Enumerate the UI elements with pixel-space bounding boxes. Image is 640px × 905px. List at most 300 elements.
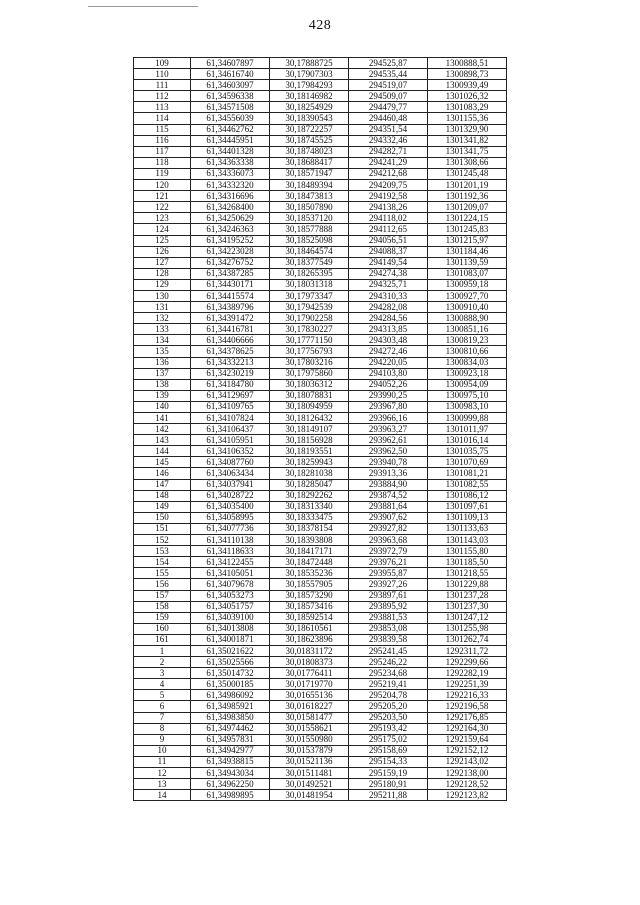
y-coordinate-cell: 1301070,69 — [428, 457, 507, 468]
table-row — [134, 468, 507, 479]
y-coordinate-cell: 1300959,18 — [428, 279, 507, 290]
latitude-cell: 61,34363338 — [191, 157, 270, 168]
latitude-cell: 61,34989895 — [191, 790, 270, 801]
table-row — [134, 512, 507, 523]
latitude-cell: 61,34223028 — [191, 246, 270, 257]
table-row — [134, 268, 507, 279]
y-coordinate-cell: 1300819,23 — [428, 335, 507, 346]
point-number-cell: 137 — [134, 368, 191, 379]
point-number-cell: 140 — [134, 401, 191, 412]
longitude-cell: 30,17973347 — [270, 290, 349, 301]
point-number-cell: 160 — [134, 623, 191, 634]
latitude-cell: 61,34332213 — [191, 357, 270, 368]
point-number-cell: 149 — [134, 501, 191, 512]
point-number-cell: 110 — [134, 69, 191, 80]
latitude-cell: 61,34985921 — [191, 701, 270, 712]
y-coordinate-cell: 1301262,74 — [428, 634, 507, 645]
point-number-cell: 122 — [134, 202, 191, 213]
latitude-cell: 61,34001871 — [191, 634, 270, 645]
x-coordinate-cell: 293895,92 — [349, 601, 428, 612]
table-row — [134, 91, 507, 102]
table-row — [134, 645, 507, 656]
y-coordinate-cell: 1301097,61 — [428, 501, 507, 512]
point-number-cell: 1 — [134, 645, 191, 656]
x-coordinate-cell: 294149,54 — [349, 257, 428, 268]
table-row — [134, 379, 507, 390]
y-coordinate-cell: 1301139,59 — [428, 257, 507, 268]
y-coordinate-cell: 1292196,58 — [428, 701, 507, 712]
y-coordinate-cell: 1301215,97 — [428, 235, 507, 246]
longitude-cell: 30,18571947 — [270, 168, 349, 179]
y-coordinate-cell: 1301247,12 — [428, 612, 507, 623]
y-coordinate-cell: 1292311,72 — [428, 645, 507, 656]
point-number-cell: 148 — [134, 490, 191, 501]
table-row — [134, 213, 507, 224]
latitude-cell: 61,34246363 — [191, 224, 270, 235]
point-number-cell: 8 — [134, 723, 191, 734]
point-number-cell: 125 — [134, 235, 191, 246]
point-number-cell: 155 — [134, 568, 191, 579]
latitude-cell: 61,34079678 — [191, 579, 270, 590]
table-row — [134, 168, 507, 179]
latitude-cell: 61,34387285 — [191, 268, 270, 279]
x-coordinate-cell: 294282,08 — [349, 302, 428, 313]
longitude-cell: 30,18525098 — [270, 235, 349, 246]
table-row — [134, 557, 507, 568]
table-row — [134, 390, 507, 401]
point-number-cell: 130 — [134, 290, 191, 301]
longitude-cell: 30,01521136 — [270, 756, 349, 767]
latitude-cell: 61,35000185 — [191, 679, 270, 690]
y-coordinate-cell: 1301011,97 — [428, 424, 507, 435]
x-coordinate-cell: 293967,80 — [349, 401, 428, 412]
latitude-cell: 61,34983850 — [191, 712, 270, 723]
x-coordinate-cell: 294272,46 — [349, 346, 428, 357]
x-coordinate-cell: 295241,45 — [349, 645, 428, 656]
point-number-cell: 153 — [134, 546, 191, 557]
longitude-cell: 30,17803216 — [270, 357, 349, 368]
point-number-cell: 124 — [134, 224, 191, 235]
table-row — [134, 523, 507, 534]
x-coordinate-cell: 294220,05 — [349, 357, 428, 368]
latitude-cell: 61,34051757 — [191, 601, 270, 612]
point-number-cell: 121 — [134, 191, 191, 202]
longitude-cell: 30,18507890 — [270, 202, 349, 213]
point-number-cell: 157 — [134, 590, 191, 601]
latitude-cell: 61,34406666 — [191, 335, 270, 346]
x-coordinate-cell: 293884,90 — [349, 479, 428, 490]
table-row — [134, 435, 507, 446]
latitude-cell: 61,34391472 — [191, 313, 270, 324]
longitude-cell: 30,01550980 — [270, 734, 349, 745]
table-row — [134, 712, 507, 723]
table-row — [134, 679, 507, 690]
y-coordinate-cell: 1300975,10 — [428, 390, 507, 401]
x-coordinate-cell: 293976,21 — [349, 557, 428, 568]
latitude-cell: 61,34957831 — [191, 734, 270, 745]
x-coordinate-cell: 295154,33 — [349, 756, 428, 767]
x-coordinate-cell: 294284,56 — [349, 313, 428, 324]
y-coordinate-cell: 1292138,00 — [428, 768, 507, 779]
longitude-cell: 30,18281038 — [270, 468, 349, 479]
latitude-cell: 61,34336073 — [191, 168, 270, 179]
longitude-cell: 30,18265395 — [270, 268, 349, 279]
point-number-cell: 132 — [134, 313, 191, 324]
longitude-cell: 30,18292262 — [270, 490, 349, 501]
latitude-cell: 61,34250629 — [191, 213, 270, 224]
table-row — [134, 357, 507, 368]
point-number-cell: 115 — [134, 124, 191, 135]
longitude-cell: 30,18623896 — [270, 634, 349, 645]
point-number-cell: 13 — [134, 779, 191, 790]
y-coordinate-cell: 1301081,21 — [428, 468, 507, 479]
longitude-cell: 30,18610561 — [270, 623, 349, 634]
x-coordinate-cell: 293913,36 — [349, 468, 428, 479]
x-coordinate-cell: 295234,68 — [349, 668, 428, 679]
point-number-cell: 128 — [134, 268, 191, 279]
point-number-cell: 11 — [134, 756, 191, 767]
longitude-cell: 30,18193551 — [270, 446, 349, 457]
table-row — [134, 756, 507, 767]
latitude-cell: 61,34107824 — [191, 413, 270, 424]
point-number-cell: 14 — [134, 790, 191, 801]
table-row — [134, 80, 507, 91]
point-number-cell: 120 — [134, 180, 191, 191]
point-number-cell: 7 — [134, 712, 191, 723]
table-row — [134, 135, 507, 146]
point-number-cell: 127 — [134, 257, 191, 268]
longitude-cell: 30,01492521 — [270, 779, 349, 790]
point-number-cell: 123 — [134, 213, 191, 224]
latitude-cell: 61,34122455 — [191, 557, 270, 568]
x-coordinate-cell: 293897,61 — [349, 590, 428, 601]
point-number-cell: 113 — [134, 102, 191, 113]
point-number-cell: 10 — [134, 745, 191, 756]
table-row — [134, 701, 507, 712]
longitude-cell: 30,18333475 — [270, 512, 349, 523]
x-coordinate-cell: 294535,44 — [349, 69, 428, 80]
x-coordinate-cell: 294112,65 — [349, 224, 428, 235]
latitude-cell: 61,34035400 — [191, 501, 270, 512]
table-row — [134, 224, 507, 235]
longitude-cell: 30,01537879 — [270, 745, 349, 756]
y-coordinate-cell: 1300927,70 — [428, 290, 507, 301]
point-number-cell: 146 — [134, 468, 191, 479]
latitude-cell: 61,34087760 — [191, 457, 270, 468]
latitude-cell: 61,34105951 — [191, 435, 270, 446]
x-coordinate-cell: 294525,87 — [349, 58, 428, 69]
longitude-cell: 30,17902258 — [270, 313, 349, 324]
x-coordinate-cell: 295219,41 — [349, 679, 428, 690]
latitude-cell: 61,34077736 — [191, 523, 270, 534]
y-coordinate-cell: 1301229,88 — [428, 579, 507, 590]
latitude-cell: 61,34332320 — [191, 180, 270, 191]
table-row — [134, 446, 507, 457]
longitude-cell: 30,18393808 — [270, 535, 349, 546]
y-coordinate-cell: 1300939,49 — [428, 80, 507, 91]
point-number-cell: 111 — [134, 80, 191, 91]
y-coordinate-cell: 1292123,82 — [428, 790, 507, 801]
table-row — [134, 58, 507, 69]
latitude-cell: 61,34571508 — [191, 102, 270, 113]
latitude-cell: 61,35021622 — [191, 645, 270, 656]
x-coordinate-cell: 294479,77 — [349, 102, 428, 113]
latitude-cell: 61,34106437 — [191, 424, 270, 435]
table-row — [134, 479, 507, 490]
y-coordinate-cell: 1300834,03 — [428, 357, 507, 368]
x-coordinate-cell: 295203,50 — [349, 712, 428, 723]
table-row — [134, 568, 507, 579]
longitude-cell: 30,17984293 — [270, 80, 349, 91]
latitude-cell: 61,34106352 — [191, 446, 270, 457]
y-coordinate-cell: 1301143,03 — [428, 535, 507, 546]
longitude-cell: 30,01558621 — [270, 723, 349, 734]
x-coordinate-cell: 295180,91 — [349, 779, 428, 790]
point-number-cell: 114 — [134, 113, 191, 124]
point-number-cell: 141 — [134, 413, 191, 424]
y-coordinate-cell: 1300898,73 — [428, 69, 507, 80]
longitude-cell: 30,18259943 — [270, 457, 349, 468]
table-row — [134, 346, 507, 357]
y-coordinate-cell: 1301341,82 — [428, 135, 507, 146]
point-number-cell: 152 — [134, 535, 191, 546]
latitude-cell: 61,34230219 — [191, 368, 270, 379]
latitude-cell: 61,34943034 — [191, 768, 270, 779]
table-row — [134, 657, 507, 668]
x-coordinate-cell: 293963,27 — [349, 424, 428, 435]
y-coordinate-cell: 1301109,13 — [428, 512, 507, 523]
latitude-cell: 61,34028722 — [191, 490, 270, 501]
x-coordinate-cell: 293881,64 — [349, 501, 428, 512]
latitude-cell: 61,34039100 — [191, 612, 270, 623]
x-coordinate-cell: 294310,33 — [349, 290, 428, 301]
longitude-cell: 30,01776411 — [270, 668, 349, 679]
x-coordinate-cell: 293907,62 — [349, 512, 428, 523]
y-coordinate-cell: 1292216,33 — [428, 690, 507, 701]
x-coordinate-cell: 294088,37 — [349, 246, 428, 257]
y-coordinate-cell: 1301083,07 — [428, 268, 507, 279]
table-row — [134, 623, 507, 634]
latitude-cell: 61,34109765 — [191, 401, 270, 412]
longitude-cell: 30,18722257 — [270, 124, 349, 135]
latitude-cell: 61,34129697 — [191, 390, 270, 401]
latitude-cell: 61,35014732 — [191, 668, 270, 679]
longitude-cell: 30,01511481 — [270, 768, 349, 779]
table-row — [134, 690, 507, 701]
x-coordinate-cell: 294509,07 — [349, 91, 428, 102]
x-coordinate-cell: 294138,26 — [349, 202, 428, 213]
y-coordinate-cell: 1292282,19 — [428, 668, 507, 679]
x-coordinate-cell: 294118,02 — [349, 213, 428, 224]
latitude-cell: 61,34616740 — [191, 69, 270, 80]
y-coordinate-cell: 1301245,83 — [428, 224, 507, 235]
longitude-cell: 30,18313340 — [270, 501, 349, 512]
longitude-cell: 30,18126432 — [270, 413, 349, 424]
point-number-cell: 12 — [134, 768, 191, 779]
latitude-cell: 61,34389796 — [191, 302, 270, 313]
table-row — [134, 302, 507, 313]
x-coordinate-cell: 293972,79 — [349, 546, 428, 557]
longitude-cell: 30,18573416 — [270, 601, 349, 612]
x-coordinate-cell: 294212,68 — [349, 168, 428, 179]
longitude-cell: 30,01831172 — [270, 645, 349, 656]
y-coordinate-cell: 1300983,10 — [428, 401, 507, 412]
x-coordinate-cell: 293990,25 — [349, 390, 428, 401]
table-row — [134, 734, 507, 745]
longitude-cell: 30,18537120 — [270, 213, 349, 224]
y-coordinate-cell: 1301184,46 — [428, 246, 507, 257]
x-coordinate-cell: 293839,58 — [349, 634, 428, 645]
x-coordinate-cell: 294103,80 — [349, 368, 428, 379]
point-number-cell: 126 — [134, 246, 191, 257]
latitude-cell: 61,34415574 — [191, 290, 270, 301]
table-row — [134, 324, 507, 335]
scan-artifact-line — [88, 6, 198, 7]
latitude-cell: 61,34962250 — [191, 779, 270, 790]
longitude-cell: 30,18577888 — [270, 224, 349, 235]
table-row — [134, 501, 507, 512]
point-number-cell: 2 — [134, 657, 191, 668]
y-coordinate-cell: 1300954,09 — [428, 379, 507, 390]
point-number-cell: 139 — [134, 390, 191, 401]
coordinates-table — [133, 57, 507, 801]
longitude-cell: 30,01655136 — [270, 690, 349, 701]
latitude-cell: 61,34378625 — [191, 346, 270, 357]
x-coordinate-cell: 294241,29 — [349, 157, 428, 168]
y-coordinate-cell: 1300910,40 — [428, 302, 507, 313]
longitude-cell: 30,18464574 — [270, 246, 349, 257]
point-number-cell: 158 — [134, 601, 191, 612]
latitude-cell: 61,34316696 — [191, 191, 270, 202]
y-coordinate-cell: 1301308,66 — [428, 157, 507, 168]
x-coordinate-cell: 294313,85 — [349, 324, 428, 335]
longitude-cell: 30,17907303 — [270, 69, 349, 80]
x-coordinate-cell: 295158,69 — [349, 745, 428, 756]
longitude-cell: 30,18473813 — [270, 191, 349, 202]
x-coordinate-cell: 294325,71 — [349, 279, 428, 290]
x-coordinate-cell: 293963,68 — [349, 535, 428, 546]
longitude-cell: 30,18745525 — [270, 135, 349, 146]
latitude-cell: 61,34184780 — [191, 379, 270, 390]
y-coordinate-cell: 1301026,32 — [428, 91, 507, 102]
y-coordinate-cell: 1301016,14 — [428, 435, 507, 446]
point-number-cell: 145 — [134, 457, 191, 468]
x-coordinate-cell: 294056,51 — [349, 235, 428, 246]
point-number-cell: 138 — [134, 379, 191, 390]
table-row — [134, 590, 507, 601]
longitude-cell: 30,18573290 — [270, 590, 349, 601]
x-coordinate-cell: 295246,22 — [349, 657, 428, 668]
longitude-cell: 30,18390543 — [270, 113, 349, 124]
point-number-cell: 134 — [134, 335, 191, 346]
table-row — [134, 124, 507, 135]
table-row — [134, 612, 507, 623]
longitude-cell: 30,01581477 — [270, 712, 349, 723]
y-coordinate-cell: 1300888,51 — [428, 58, 507, 69]
table-row — [134, 246, 507, 257]
table-row — [134, 313, 507, 324]
latitude-cell: 61,34053273 — [191, 590, 270, 601]
longitude-cell: 30,17771150 — [270, 335, 349, 346]
y-coordinate-cell: 1301185,50 — [428, 557, 507, 568]
table-row — [134, 290, 507, 301]
longitude-cell: 30,18489394 — [270, 180, 349, 191]
latitude-cell: 61,34105051 — [191, 568, 270, 579]
latitude-cell: 61,34942977 — [191, 745, 270, 756]
y-coordinate-cell: 1292143,02 — [428, 756, 507, 767]
latitude-cell: 61,35025566 — [191, 657, 270, 668]
table-row — [134, 257, 507, 268]
latitude-cell: 61,34058995 — [191, 512, 270, 523]
y-coordinate-cell: 1300888,90 — [428, 313, 507, 324]
latitude-cell: 61,34938815 — [191, 756, 270, 767]
table-row — [134, 113, 507, 124]
longitude-cell: 30,18688417 — [270, 157, 349, 168]
y-coordinate-cell: 1301237,28 — [428, 590, 507, 601]
y-coordinate-cell: 1300923,18 — [428, 368, 507, 379]
coordinates-table-body — [134, 58, 507, 801]
table-row — [134, 202, 507, 213]
point-number-cell: 150 — [134, 512, 191, 523]
y-coordinate-cell: 1301086,12 — [428, 490, 507, 501]
longitude-cell: 30,18036312 — [270, 379, 349, 390]
longitude-cell: 30,18592514 — [270, 612, 349, 623]
latitude-cell: 61,34603097 — [191, 80, 270, 91]
point-number-cell: 3 — [134, 668, 191, 679]
point-number-cell: 161 — [134, 634, 191, 645]
longitude-cell: 30,17756793 — [270, 346, 349, 357]
y-coordinate-cell: 1292164,30 — [428, 723, 507, 734]
y-coordinate-cell: 1301082,55 — [428, 479, 507, 490]
point-number-cell: 156 — [134, 579, 191, 590]
latitude-cell: 61,34118633 — [191, 546, 270, 557]
latitude-cell: 61,34037941 — [191, 479, 270, 490]
table-row — [134, 490, 507, 501]
y-coordinate-cell: 1292159,64 — [428, 734, 507, 745]
x-coordinate-cell: 295159,19 — [349, 768, 428, 779]
table-row — [134, 723, 507, 734]
x-coordinate-cell: 294274,38 — [349, 268, 428, 279]
table-row — [134, 401, 507, 412]
table-row — [134, 157, 507, 168]
longitude-cell: 30,01808373 — [270, 657, 349, 668]
y-coordinate-cell: 1292299,66 — [428, 657, 507, 668]
longitude-cell: 30,01719770 — [270, 679, 349, 690]
x-coordinate-cell: 294332,46 — [349, 135, 428, 146]
y-coordinate-cell: 1301255,98 — [428, 623, 507, 634]
x-coordinate-cell: 293966,16 — [349, 413, 428, 424]
y-coordinate-cell: 1301192,36 — [428, 191, 507, 202]
latitude-cell: 61,34013808 — [191, 623, 270, 634]
x-coordinate-cell: 295211,88 — [349, 790, 428, 801]
point-number-cell: 143 — [134, 435, 191, 446]
x-coordinate-cell: 293874,52 — [349, 490, 428, 501]
x-coordinate-cell: 294460,48 — [349, 113, 428, 124]
x-coordinate-cell: 294209,75 — [349, 180, 428, 191]
longitude-cell: 30,18557905 — [270, 579, 349, 590]
latitude-cell: 61,34986092 — [191, 690, 270, 701]
point-number-cell: 6 — [134, 701, 191, 712]
x-coordinate-cell: 294282,71 — [349, 146, 428, 157]
table-row — [134, 790, 507, 801]
latitude-cell: 61,34445951 — [191, 135, 270, 146]
latitude-cell: 61,34195252 — [191, 235, 270, 246]
y-coordinate-cell: 1300851,16 — [428, 324, 507, 335]
longitude-cell: 30,18748023 — [270, 146, 349, 157]
table-row — [134, 546, 507, 557]
x-coordinate-cell: 293853,08 — [349, 623, 428, 634]
latitude-cell: 61,34401328 — [191, 146, 270, 157]
